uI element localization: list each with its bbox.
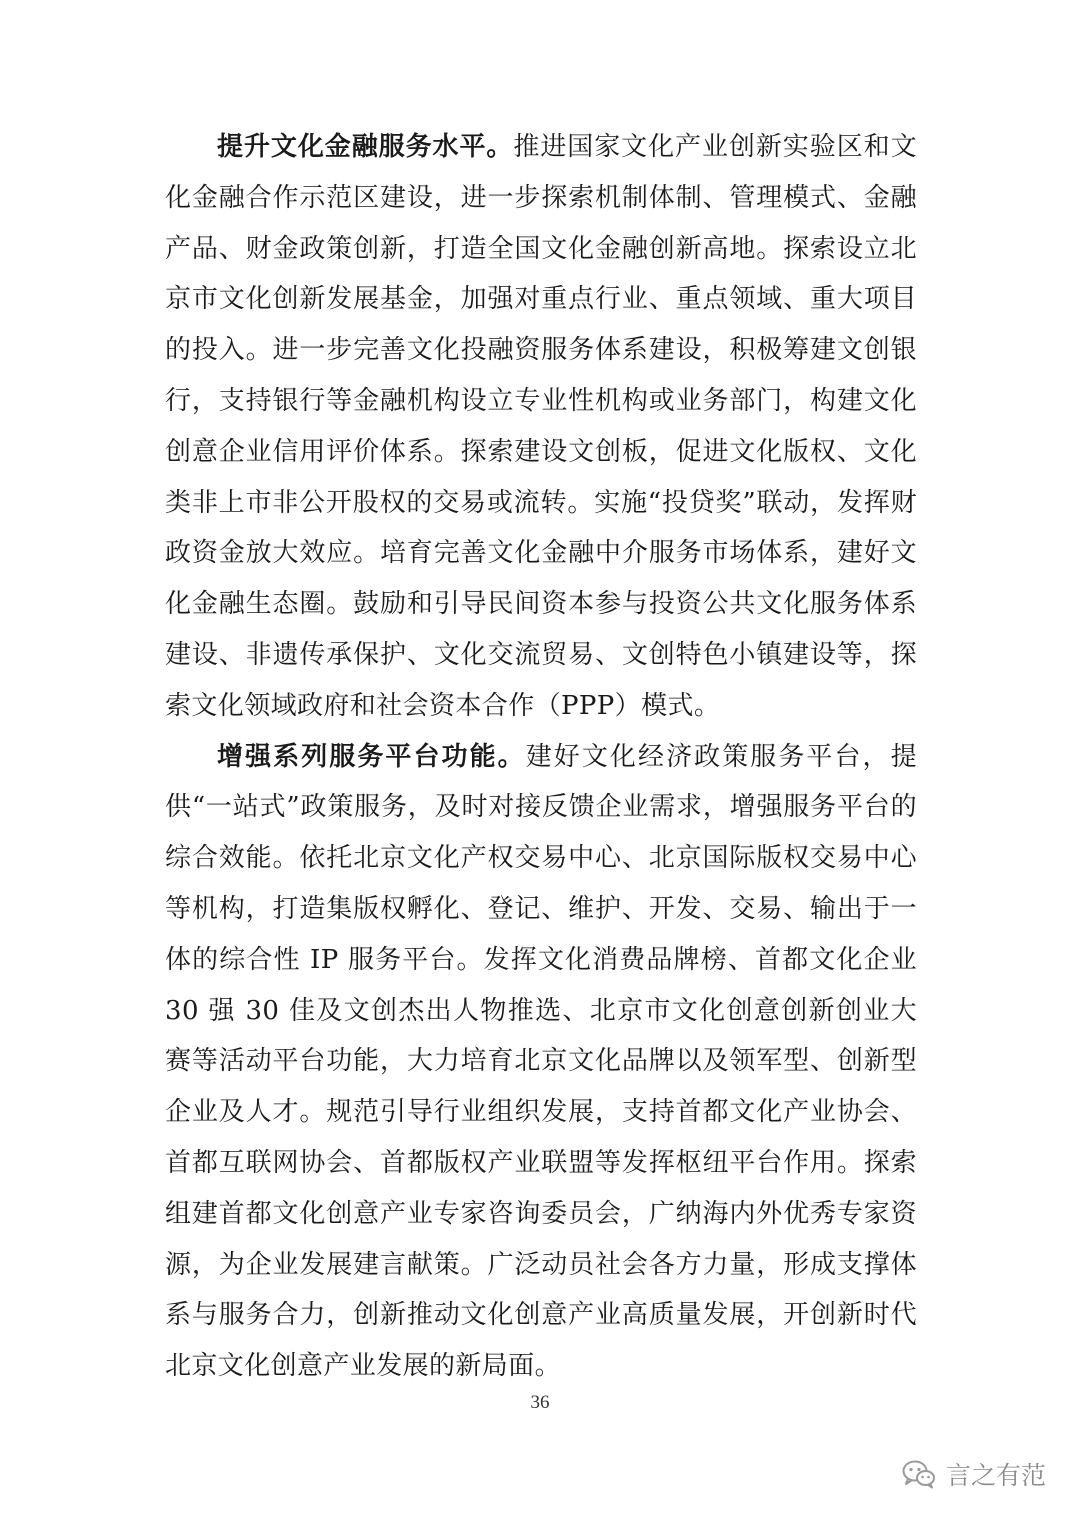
paragraph-service-platforms <box>165 732 917 1392</box>
paragraph-heading: 提升文化金融服务水平。 <box>217 132 514 162</box>
paragraph-text: 建好文化经济政策服务平台，提供“一站式”政策服务，及时对接反馈企业需求，增强服务平台的综合效能。依托北京文化产权交易中心、北京国际版权交易中心等机构，打造集版权孵化、登记、维护、开发、交易、输出于一体的综合性 IP 服务平台。发挥文化消费品牌榜、首都文化企业 30 强 30 佳及文创杰出人物推选、北京市文化创意创新创业大赛等活动平台功能，大力培育北京文化品牌以及领军型、创新型企业及人才。规范引导行业组织发展，支持首都文化产业协会、首都互联网协会、首都版权产业联盟等发挥枢纽平台作用。探索组建首都文化创意产业专家咨询委员会，广纳海内外优秀专家资源，为企业发展建言献策。广泛动员社会各方力量，形成支撑体系与服务合力，创新推动文化创意产业高质量发展，开创新时代北京文化创意产业发展的新局面。 <box>165 741 917 1382</box>
paragraph-finance-services <box>165 122 917 732</box>
paragraph-text: 推进国家文化产业创新实验区和文化金融合作示范区建设，进一步探索机制体制、管理模式、金融产品、财金政策创新，打造全国文化金融创新高地。探索设立北京市文化创新发展基金，加强对重点行业、重点领域、重大项目的投入。进一步完善文化投融资服务体系建设，积极筹建文创银行，支持银行等金融机构设立专业性机构或业务部门，构建文化创意企业信用评价体系。探索建设文创板，促进文化版权、文化类非上市非公开股权的交易或流转。实施“投贷奖”联动，发挥财政资金放大效应。培育完善文化金融中介服务市场体系，建好文化金融生态圈。鼓励和引导民间资本参与投资公共文化服务体系建设、非遗传承保护、文化交流贸易、文创特色小镇建设等，探索文化领域政府和社会资本合作（PPP）模式。 <box>165 132 917 721</box>
page-number: 36 <box>530 1392 550 1413</box>
wechat-icon <box>902 1459 936 1489</box>
watermark-text: 言之有范 <box>945 1461 1046 1490</box>
paragraph-heading: 增强系列服务平台功能。 <box>217 741 526 772</box>
watermark <box>902 1456 1046 1492</box>
document-body <box>165 122 917 1392</box>
